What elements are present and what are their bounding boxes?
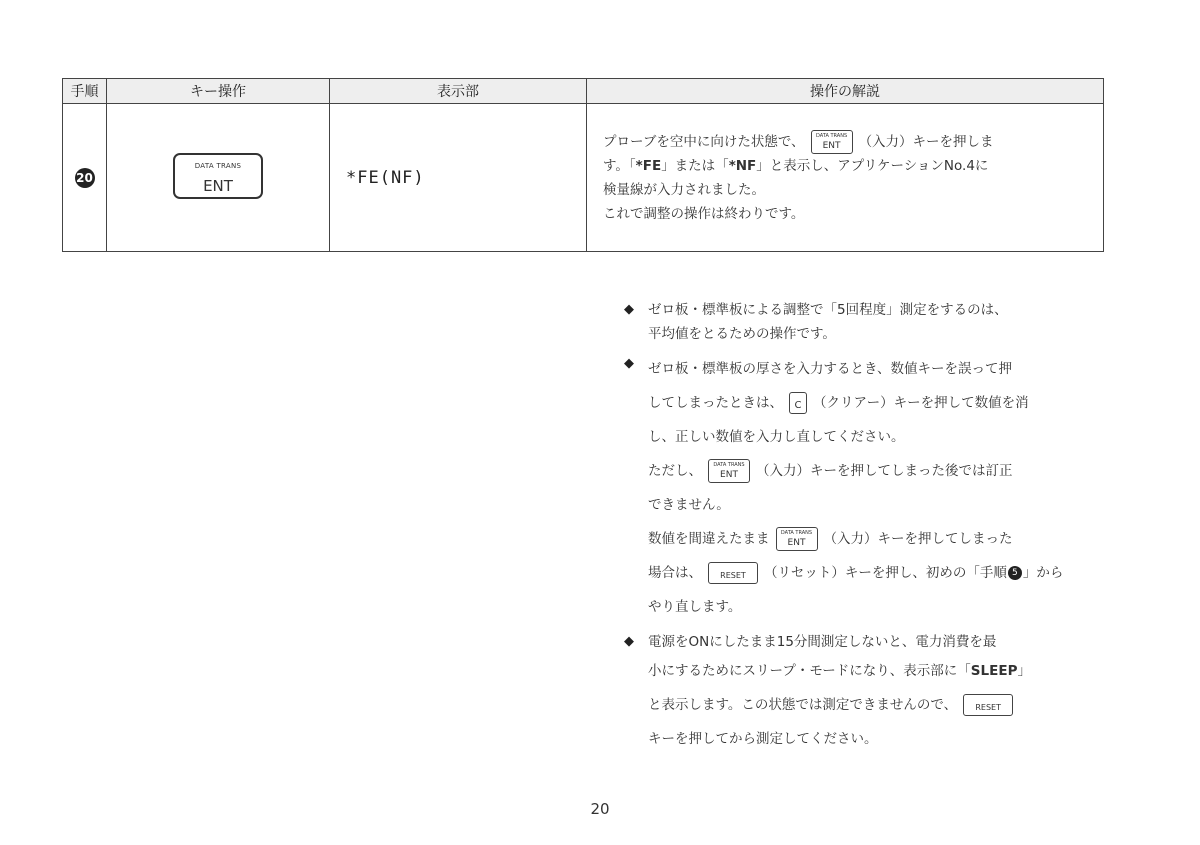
display-code: *FE [635,157,662,174]
table-header-row [63,79,1104,104]
key-small-label: DATA TRANS [780,530,813,536]
note-line [648,654,1114,688]
expl-text: す。「 [603,157,636,174]
expl-text: （入力）キーを押しま [858,133,994,150]
display-cell [330,104,587,252]
note-line: キーを押してから測定してください。 [648,731,878,747]
expl-line-4: これで調整の操作は終わりです。 [603,205,805,222]
display-readout: *FE(NF) [346,167,425,188]
ent-key-icon [708,459,750,483]
notes-section [624,298,1114,762]
note-line: 平均値をとるための操作です。 [648,326,836,342]
note-text: （クリアー）キーを押して数値を消 [813,395,1029,411]
expl-line-2 [603,154,1089,178]
note-line: やり直します。 [648,599,742,615]
ent-key-icon [776,527,818,551]
note-2 [624,352,1114,624]
expl-line-1 [603,130,1089,154]
display-code: *NF [728,157,757,174]
header-explanation: 操作の解説 [587,79,1104,104]
note-text: 」 [1017,663,1031,679]
ent-key-icon [173,153,263,199]
note-text: （入力）キーを押してしまった [823,531,1013,547]
note-line [648,386,1114,420]
diamond-bullet-icon: ◆ [624,356,634,371]
note-line: ゼロ板・標準板の厚さを入力するとき、数値キーを誤って押 [648,361,1012,377]
expl-line-3: 検量線が入力されました。 [603,181,765,198]
note-text: 」から [1022,565,1064,581]
step-cell [63,104,107,252]
expl-text: 」と表示し、アプリケーションNo.4に [756,157,989,174]
procedure-table [62,78,1104,252]
explanation-cell [587,104,1104,252]
note-1 [624,298,1114,346]
header-step: 手順 [63,79,107,104]
key-cell [107,104,330,252]
key-main-label: ENT [787,538,806,548]
note-line [648,522,1114,556]
table-row [63,104,1104,252]
key-small-label: DATA TRANS [713,462,745,468]
ent-key-icon [811,130,853,154]
note-line: ゼロ板・標準板による調整で「5回程度」測定をするのは、 [648,302,1008,318]
diamond-bullet-icon: ◆ [624,634,634,649]
note-line: 電源をONにしたまま15分間測定しないと、電力消費を最 [648,634,997,650]
note-text: （リセット）キーを押し、初めの「手順 [764,565,1007,581]
note-line [648,688,1114,722]
key-main-label: ENT [822,140,841,151]
header-key-operation: キー操作 [107,79,330,104]
key-main-label: ENT [720,470,738,480]
step-number: 20 [75,168,95,188]
note-line: し、正しい数値を入力し直してください。 [648,429,905,445]
diamond-bullet-icon: ◆ [624,302,634,317]
key-main-label: ENT [203,176,233,195]
display-code: SLEEP [970,663,1018,679]
expl-text: プローブを空中に向けた状態で、 [603,133,805,150]
key-small-label: DATA TRANS [815,132,848,139]
note-3 [624,630,1114,756]
note-text: 場合は、 [648,565,702,581]
note-text: ただし、 [648,463,702,479]
note-text: してしまったときは、 [648,395,783,411]
reset-key-icon: RESET [963,694,1013,716]
header-display: 表示部 [330,79,587,104]
note-text: 数値を間違えたまま [648,531,770,547]
expl-text: 」または「 [661,157,729,174]
note-text: と表示します。この状態では測定できませんので、 [648,697,958,713]
c-key-icon: C [789,392,807,414]
page-number: 20 [590,800,610,818]
note-text: 小にするためにスリープ・モードになり、表示部に「 [648,663,971,679]
note-text: （入力）キーを押してしまった後では訂正 [756,463,1013,479]
note-line [648,556,1114,590]
note-line: できません。 [648,497,730,513]
key-small-label: DATA TRANS [194,161,242,170]
step-number-icon: 5 [1008,566,1022,580]
note-line [648,454,1114,488]
reset-key-icon: RESET [708,562,758,584]
